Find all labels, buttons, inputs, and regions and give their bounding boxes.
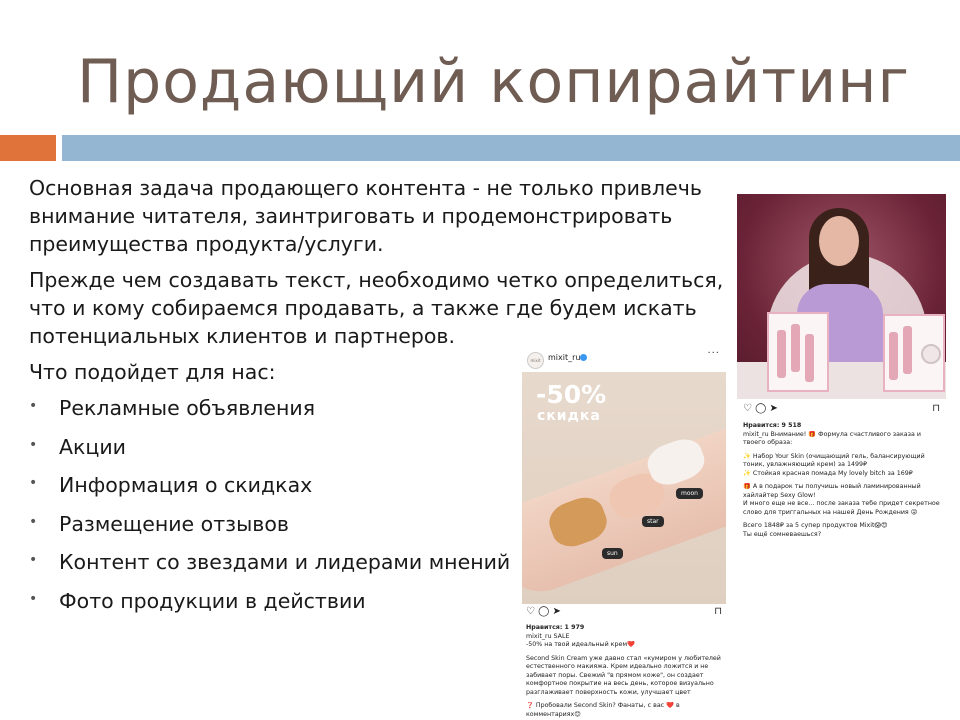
list-item-label: Контент со звездами и лидерами мнений — [59, 550, 511, 574]
list-item-label: Акции — [59, 434, 127, 459]
comment-icon: ◯ — [538, 606, 550, 617]
share-icon: ➤ — [552, 606, 561, 617]
caption-line: ✨ Стойкая красная помада My lovely bitch за 169₽ — [743, 469, 913, 477]
product-bottle — [805, 334, 814, 382]
post-actions — [743, 403, 940, 417]
caption-line: забивает поры. Свежий "в прямом коже", он создает — [526, 671, 704, 679]
caption-line: Ты ещё сомневаешься? — [743, 530, 822, 538]
product-bottle — [903, 326, 912, 374]
slide-title: Продающий копирайтинг — [77, 47, 910, 117]
caption-line: слово для триггальных на нашей День Рождения 😜 — [743, 508, 918, 516]
list-item-label: Фото продукции в действии — [59, 588, 366, 613]
caption-line: тоник, увлажняющий крем) за 1499₽ — [743, 461, 867, 468]
caption-line: разглаживает поверхность кожи, улучшает цвет — [526, 688, 691, 696]
more-options-icon: ··· — [707, 348, 720, 359]
caption-line: ❓ Пробовали Second Skin? Фанаты, с вас ❤️ в — [526, 702, 680, 709]
paragraph-before-writing: Прежде чем создавать текст, необходимо четко определиться, что и кому собираемся продавать, а также где будем искать потенциальных клиентов и партнеров. — [29, 268, 724, 348]
bullet-icon: • — [29, 513, 38, 530]
accent-bar-orange — [0, 135, 56, 161]
bullet-icon: • — [29, 590, 38, 607]
like-icon: ♡ — [743, 403, 752, 414]
caption-line: комфортное покрытие на весь день, которое визуально — [526, 680, 714, 687]
bookmark-icon: ⊓ — [714, 606, 722, 617]
post-actions — [526, 606, 722, 620]
post-caption — [526, 624, 724, 719]
post-caption — [743, 422, 943, 539]
bullet-icon: • — [29, 398, 38, 414]
shade-tag: moon — [676, 488, 703, 499]
caption-line: комментариях😊 — [526, 710, 581, 718]
caption-line: хайлайтер Sexy Glow! — [743, 491, 816, 499]
caption-line: твоего образа: — [743, 439, 793, 446]
list-item-label: Размещение отзывов — [59, 511, 289, 536]
avatar: mixit — [527, 352, 544, 369]
caption-line: mixit_ru Внимание! 🎁 Формула счастливого заказа и — [743, 430, 921, 438]
share-icon: ➤ — [769, 403, 778, 414]
promo-label: скидка — [537, 408, 601, 424]
list-item-label: Информация о скидках — [59, 473, 313, 497]
caption-line: 🎁 А в подарок ты получишь новый ламинированный — [743, 483, 921, 490]
caption-line: естественного макияжа. Крем идеально ложится и не — [526, 663, 709, 670]
product-bottle — [889, 332, 898, 380]
likes-count: Нравится: 9 518 — [743, 422, 802, 429]
promo-discount: -50% — [536, 380, 607, 409]
instagram-post-sale — [522, 346, 726, 720]
post-photo-swatches — [522, 372, 726, 604]
post-photo-model — [737, 194, 946, 399]
accent-bar-blue — [62, 135, 960, 161]
caption-line: ✨ Набор Your Skin (очищающий гель, балансирующий — [743, 452, 925, 460]
caption-line: mixit_ru SALE — [526, 632, 570, 640]
bullet-icon: • — [29, 552, 38, 568]
paragraph-list-intro: Что подойдет для нас: — [29, 360, 276, 384]
product-bottle — [791, 324, 800, 372]
product-compact — [921, 344, 941, 364]
likes-count: Нравится: 1 979 — [526, 624, 585, 631]
post-username: mixit_ru — [548, 353, 581, 362]
shade-tag: star — [642, 516, 664, 527]
product-bottle — [777, 330, 786, 378]
bookmark-icon: ⊓ — [932, 403, 940, 414]
post-header — [522, 346, 726, 372]
bullet-icon: • — [29, 475, 38, 491]
bullet-icon: • — [29, 436, 38, 453]
caption-line: Second Skin Cream уже давно стал «кумиром у любителей — [526, 654, 721, 662]
caption-line: -50% на твой идеальный крем❤️ — [526, 641, 635, 648]
verified-badge-icon — [580, 354, 587, 361]
instagram-post-model — [737, 194, 946, 550]
like-icon: ♡ — [526, 606, 535, 617]
caption-line: Всего 1848₽ за 5 супер продуктов Mixit😱😍 — [743, 522, 888, 529]
shade-tag: sun — [602, 548, 623, 559]
caption-line: И много еще не все... после заказа тебе придет секретное — [743, 500, 940, 507]
comment-icon: ◯ — [755, 403, 767, 414]
list-item-label: Рекламные объявления — [59, 396, 316, 420]
paragraph-main-task: Основная задача продающего контента - не только привлечь внимание читателя, заинтриговать и продемонстрировать преимущества продукта/услуги. — [29, 176, 702, 256]
model-face — [819, 216, 859, 266]
